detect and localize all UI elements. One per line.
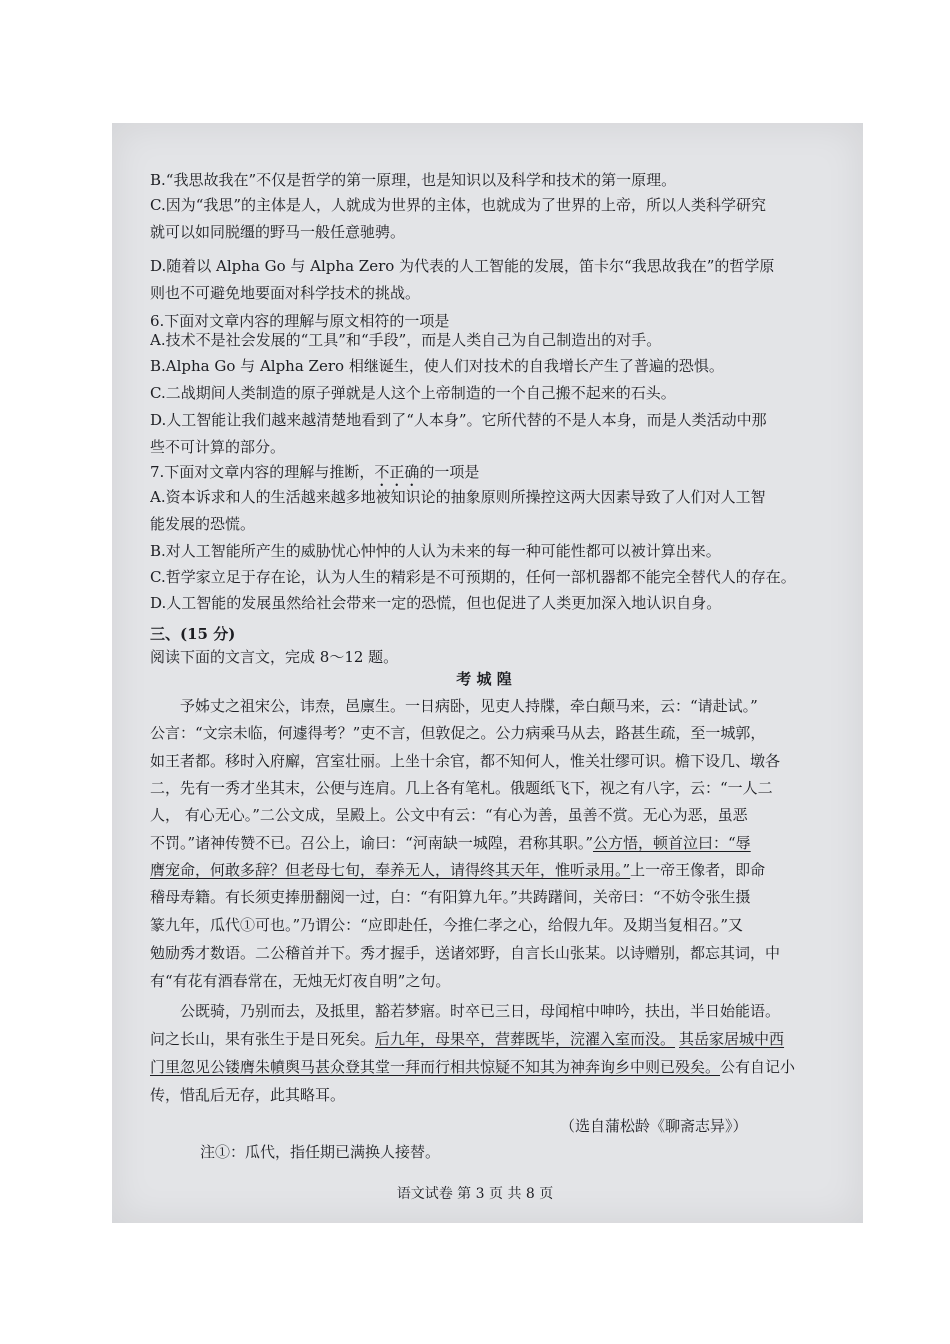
source-citation: （选自蒲松龄《聊斋志异》） — [560, 1117, 748, 1135]
q7-stem — [150, 462, 818, 490]
q7-option-a-line2: 能发展的恐慌。 — [150, 515, 256, 533]
q6-option-d-line2: 些不可计算的部分。 — [150, 438, 286, 456]
passage-line: 予姊丈之祖宋公，讳焘，邑廪生。一日病卧，见吏人持牒，牵白颠马来，云：“请赴试。” — [180, 697, 758, 715]
q5-option-c-line1: C.因为“我思”的主体是人，人就成为世界的主体，也就成为了世界的上帝，所以人类科学研究 — [150, 196, 767, 214]
q7-option-c: C.哲学家立足于存在论，认为人生的精彩是不可预期的，任何一部机器都不能完全替代人的存在。 — [150, 568, 796, 586]
q6-option-a: A.技术不是社会发展的“工具”和“手段”，而是人类自己为自己制造出的对手。 — [150, 331, 662, 349]
q6-stem: 6.下面对文章内容的理解与原文相符的一项是 — [150, 312, 450, 330]
passage-line: 稽母寿籍。有长须吏捧册翻阅一过，白：“有阳算九年。”共踌躇间，关帝曰：“不妨令张生摄 — [150, 888, 751, 906]
q7-option-a-line1: A.资本诉求和人的生活越来越多地被知识论的抽象原则所操控这两大因素导致了人们对人工智 — [150, 488, 766, 506]
underlined-punctuation-task: 门里忽见公镂膺朱幩舆马甚众登其堂一拜而行相共惊疑不知其为神奔询乡中则已殁矣。 — [150, 1058, 721, 1076]
passage-line: 传，惜乱后无存，此其略耳。 — [150, 1086, 346, 1104]
passage-text: 上一帝王像者，即命 — [630, 861, 766, 879]
passage-line: 篆九年，瓜代①可也。”乃谓公：“应即赴任，今推仁孝之心，给假九年。及期当复相召。”又 — [150, 916, 744, 934]
q5-option-d-line1: D.随着以 Alpha Go 与 Alpha Zero 为代表的人工智能的发展，笛卡尔“我思故我在”的哲学原 — [150, 257, 775, 275]
passage-line: 人， 有心无心。”二公文成，呈殿上。公文中有云：“有心为善，虽善不赏。无心为恶，虽恶 — [150, 806, 748, 824]
passage-line: 公言：“文宗未临，何遽得考？”吏不言，但敦促之。公力病乘马从去，路甚生疏，至一城郭， — [150, 724, 766, 742]
section-heading: 三、(15 分) — [150, 625, 236, 643]
underlined-sentence: 膺宠命，何敢多辞？但老母七旬，奉养无人，请得终其天年，惟听录用。” — [150, 861, 631, 879]
passage-text: 问之长山，果有张生于是日死矣。 — [150, 1030, 376, 1048]
passage-line: 勉励秀才数语。二公稽首并下。秀才握手，送诸郊野，自言长山张某。以诗赠别，都忘其词，中 — [150, 944, 781, 962]
q7-stem-tail: 的一项是 — [419, 463, 480, 481]
q7-stem-emphasis: 不正确 — [374, 463, 420, 481]
passage-text: 不罚。”诸神传赞不已。召公上，谕曰：“河南缺一城隍，君称其职。” — [150, 834, 594, 852]
passage-line — [150, 833, 818, 853]
underlined-sentence: 后九年，母果卒，营葬既毕，浣濯入室而没。 — [375, 1030, 676, 1048]
passage-line — [150, 860, 818, 880]
q5-option-b: B.“我思故我在”不仅是哲学的第一原理，也是知识以及科学和技术的第一原理。 — [150, 171, 677, 189]
footnote: 注①：瓜代，指任期已满换人接替。 — [200, 1143, 441, 1161]
passage-title: 考 城 隍 — [456, 670, 512, 688]
q7-option-b: B.对人工智能所产生的威胁忧心忡忡的人认为未来的每一种可能性都可以被计算出来。 — [150, 542, 721, 560]
q7-stem-text: 7.下面对文章内容的理解与推断， — [150, 463, 375, 481]
q6-option-b: B.Alpha Go 与 Alpha Zero 相继诞生，使人们对技术的自我增长产生了普遍的恐惧。 — [150, 357, 724, 375]
passage-text: 公有自记小 — [720, 1058, 796, 1076]
passage-line: 公既骑，乃别而去，及抵里，豁若梦寤。时卒已三日，母闻棺中呻吟，扶出，半日始能语。 — [180, 1002, 781, 1020]
passage-line — [150, 1057, 818, 1077]
underlined-punctuation-task: 其岳家居城中西 — [679, 1030, 785, 1048]
passage-line — [150, 1029, 818, 1049]
q5-option-d-line2: 则也不可避免地要面对科学技术的挑战。 — [150, 284, 421, 302]
q5-option-c-line2: 就可以如同脱缰的野马一般任意驰骋。 — [150, 223, 406, 241]
q7-option-d: D.人工智能的发展虽然给社会带来一定的恐慌，但也促进了人类更加深入地认识自身。 — [150, 594, 722, 612]
section-instruction: 阅读下面的文言文，完成 8～12 题。 — [150, 648, 399, 666]
passage-line: 二，先有一秀才坐其末，公便与连肩。几上各有笔札。俄题纸飞下，视之有八字，云：“一人二 — [150, 779, 773, 797]
underlined-sentence: 公方悟，顿首泣曰：“辱 — [593, 834, 751, 852]
q6-option-c: C.二战期间人类制造的原子弹就是人这个上帝制造的一个自己搬不起来的石头。 — [150, 384, 676, 402]
passage-line: 如王者都。移时入府廨，宫室壮丽。上坐十余官，都不知何人，惟关壮缪可识。檐下设几、墩各 — [150, 752, 781, 770]
page-footer: 语文试卷 第 3 页 共 8 页 — [396, 1186, 554, 1202]
q6-option-d-line1: D.人工智能让我们越来越清楚地看到了“人本身”。它所代替的不是人本身，而是人类活动中那 — [150, 411, 767, 429]
passage-line: 有“有花有酒春常在，无烛无灯夜自明”之句。 — [150, 972, 451, 990]
